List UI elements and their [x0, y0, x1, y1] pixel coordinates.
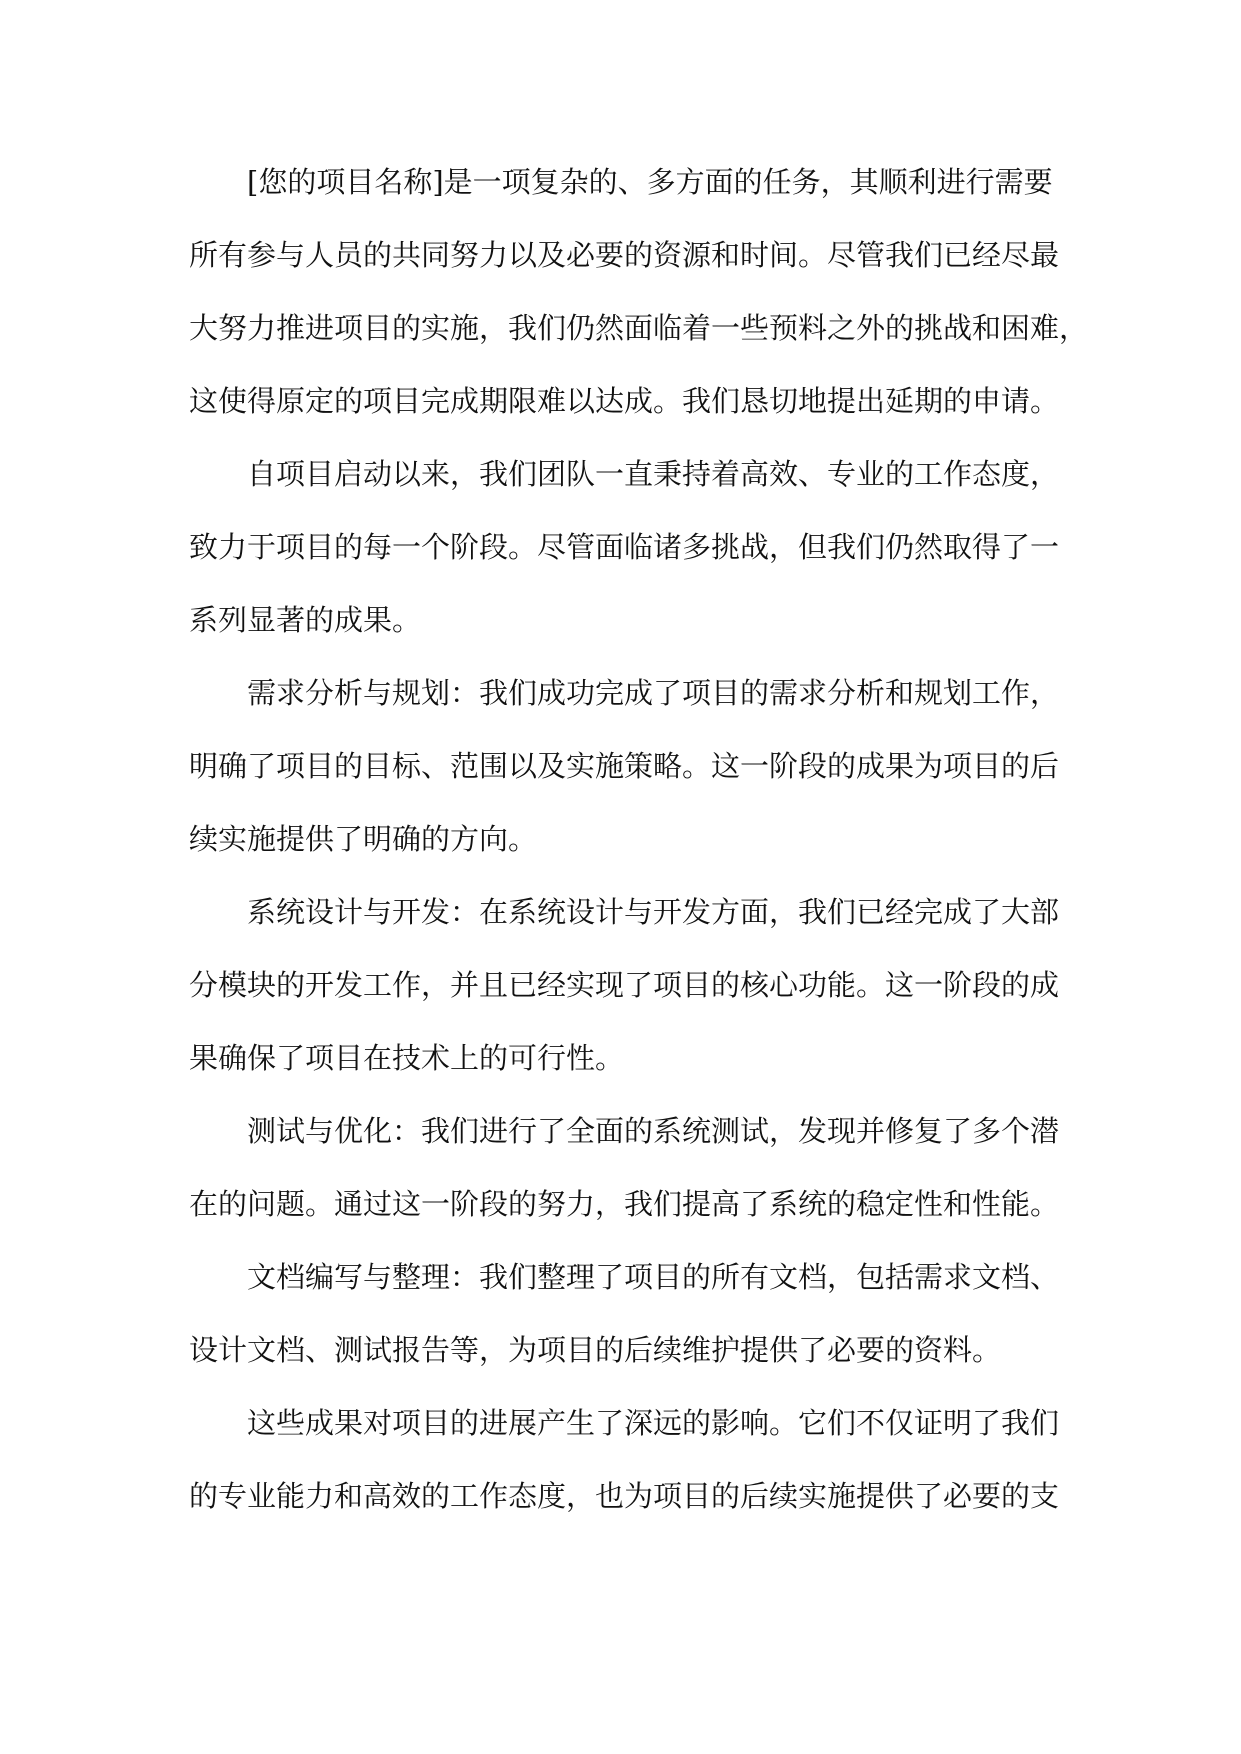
text-line: 所有参与人员的共同努力以及必要的资源和时间。尽管我们已经尽最 — [189, 238, 1060, 272]
text-line: 这些成果对项目的进展产生了深远的影响。它们不仅证明了我们 — [247, 1406, 1060, 1440]
text-line: 续实施提供了明确的方向。 — [189, 822, 538, 856]
text-line: 系统设计与开发：在系统设计与开发方面，我们已经完成了大部 — [247, 895, 1060, 929]
paragraph-intro — [189, 146, 1089, 438]
text-line: [您的项目名称]是一项复杂的、多方面的任务，其顺利进行需要 — [247, 165, 1053, 199]
text-line: 需求分析与规划：我们成功完成了项目的需求分析和规划工作， — [247, 676, 1060, 710]
text-line: 明确了项目的目标、范围以及实施策略。这一阶段的成果为项目的后 — [189, 749, 1060, 783]
text-line: 在的问题。通过这一阶段的努力，我们提高了系统的稳定性和性能。 — [189, 1187, 1060, 1221]
paragraph-progress — [189, 438, 1089, 657]
text-line: 设计文档、测试报告等，为项目的后续维护提供了必要的资料。 — [189, 1333, 1002, 1367]
paragraph-development — [189, 876, 1089, 1095]
text-line: 致力于项目的每一个阶段。尽管面临诸多挑战，但我们仍然取得了一 — [189, 530, 1060, 564]
text-line: 分模块的开发工作，并且已经实现了项目的核心功能。这一阶段的成 — [189, 968, 1060, 1002]
text-line: 这使得原定的项目完成期限难以达成。我们恳切地提出延期的申请。 — [189, 384, 1060, 418]
text-line: 的专业能力和高效的工作态度，也为项目的后续实施提供了必要的支 — [189, 1479, 1060, 1513]
document-body — [189, 146, 1089, 1533]
text-line: 文档编写与整理：我们整理了项目的所有文档，包括需求文档、 — [247, 1260, 1060, 1294]
paragraph-requirements — [189, 657, 1089, 876]
paragraph-documentation — [189, 1241, 1089, 1387]
text-line: 果确保了项目在技术上的可行性。 — [189, 1041, 625, 1075]
text-line: 系列显著的成果。 — [189, 603, 422, 637]
paragraph-testing — [189, 1095, 1089, 1241]
text-line: 大努力推进项目的实施，我们仍然面临着一些预料之外的挑战和困难， — [189, 311, 1089, 345]
text-line: 自项目启动以来，我们团队一直秉持着高效、专业的工作态度， — [247, 457, 1060, 491]
text-line: 测试与优化：我们进行了全面的系统测试，发现并修复了多个潜 — [247, 1114, 1060, 1148]
paragraph-impact — [189, 1387, 1089, 1533]
